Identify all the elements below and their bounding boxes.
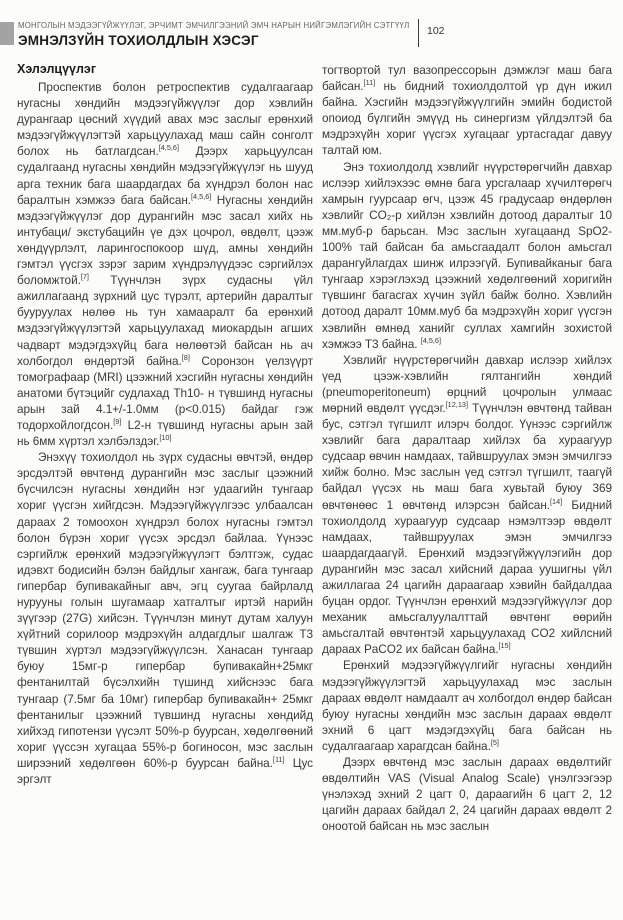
reference-marker: [7] [80,272,89,282]
header-divider [418,19,419,47]
reference-marker: [10] [159,433,172,443]
reference-marker: [4,5,6] [420,335,441,345]
article-body [17,62,612,835]
paragraph: Энэхүү тохиолдол нь зүрх судасны өвчтэй, өндөр эрсдэлтэй өвчтөнд дурангийн мэс заслыг цээжний бүсчилсэн нугасны хөндийн нэг удаагийн тунгаар хориг үүсгэн хийгдсэн. Мэдээгүйжүүлгээс улбаалсан дараах 2 томоохон хүндрэл болох нугасны гэмтэл болон бүрэн хориг үүсэх эрсдэл байлаа. Үүнээс сэргийлж ерөнхий мэдээгүйжүүлэгт бэлтгэж, судас идэвхт бодисийн бэлэн байдлыг хангаж, бага тунгаар гипербар бупивакайныг авч, эгц суугаа байрлалд нурууны голын шугамаар хатгалтыг иртэй нарийн зүүгээр (27G) хийсэн. Түүнчлэн минут дутам халуун хүйтний сорилоор мэдрэхүйн алдагдлыг шалгаж Т3 түвшин хүртэл мэдээгүйжүүлсэн. Ханасан тунгаар буюу 15мг-р гипербар бупивакайн+25мкг фентанилтай бүсэлхийн түшинд хийснээс бага тунгаар (7.5мг ба 10мг) гипербар бупивакайн+ 25мкг фентанилыг цээжний түвшинд нугасны хөндийд хийхэд гипотензи үүсэлт 50%-р буурсан, хөдөлгөөний хориг үүссэн хугацаа 55%-р богиносон, мэс заслын ширээний хөдөлгөөн 60%-р буурсан байна.[11] Цус эргэлт [17,450,314,787]
reference-marker: [15] [498,641,511,651]
reference-marker: [11] [363,78,376,88]
paragraph: тогтвортой тул вазопрессорын дэмжлэг маш бага байсан.[11] нь бидний тохиолдолтой үр дүн ижил байна. Хэсгийн мэдээгүйжүүлгийн эмийн бодистой опоиод бүлгийн эмүүд нь синергизм үйлдэлтэй ба мэдрэхүйн хориг үүсгэх хугацааг уртасгадаг давуу талтай юм. [322,63,612,158]
reference-marker: [8] [181,352,190,362]
paragraph: Энэ тохиолдолд хэвлийг нүүрстөрөгчийн давхар ислээр хийлэхээс өмнө бага урсгалаар хүчилтөрөгч хамрын гуурсаар өгч, цээж 45 градусаар өндөрлөн хэвлийг CO₂-р хийлэн хэвлийн дотоод даралтыг 10 мм.муб-р барьсан. Мэс заслын хугацаанд SpO2-100% тай байсан ба амьсгаадалт болон амьсгал дарангуйлагдах шинж илрээгүй. Бупивайканыг бага тунгаар хэрэглэхэд цээжний хөдөлгөөний хоригийн түвшинг багасгах хүчин зүйл байж болно. Хэвлийн дотоод даралт 10мм.муб ба мэдрэхүйн хориг үүсгэн хэвлийн өмнөд ханийг суллах хамгийн зохистой хэмжээ Т3 байна. [4,5,6] [322,159,612,351]
left-column [17,62,313,835]
paragraph: Ерөнхий мэдээгүйжүүлгийг нугасны хөндийн мэдээгүйжүүлэгтэй харьцуулахад мэс заслын дараах өвдөлт намдаалт ач холбогдол өндөр байсан буюу нугасны хөндийн мэс заслын дараах өвдөлт эхний 6 цагт мэдэгдэхүйц бага байсан нь судалгаагаар харагдсан байна.[5] [322,658,612,753]
reference-marker: [5] [490,738,499,748]
corner-mark-square [0,22,14,45]
reference-marker: [14] [550,496,563,506]
paragraph: Хэвлийг нүүрстөрөгчийн давхар ислээр хийлэх үед цээж-хэвлийн гялтангийн хөндий (pneumoperitoneum) өрцний цочролын улмаас мөрний өвдөлт үүсдэг.[12,13] Түүнчлэн өвчтөнд тайван бус, сэтгэл түгшилт илэрч болдог. Үүнээс сэргийлж хэвлийг бага даралтаар хийлэх ба хураагуур судсаар өвчин намдаах, тайвшруулах эмэн эмчилгээ хийж болно. Мэс заслын үед сэтгэл түгшилт, таагүй байдал үүсэх нь маш бага хувьтай буюу 369 өвчтөнөөс 1 өвчтөнд илэрсэн байсан.[14] Бидний тохиолдолд хураагуур судсаар нэмэлтээр өвдөлт намдаах, тайвшруулах эмэн эмчилгээ шаардагдаагүй. Ерөнхий мэдээгүйжүүлэгийн дор дурангийн мэс засал хийсний дараа уушигны үйл ажиллагаа 24 цагийн дараагаар хэвийн байдалдаа буцан ордог. Түүнчлэн ерөнхий мэдээгүйжүүлэг дор механик амьсгалуулалттай өвчтөнг өөрийн амьсгалтай өвчтөнтэй харьцуулахад CO2 хийлсний дараах PaCO2 их байсан байна.[15] [322,352,613,657]
page-number: 102 [427,25,445,37]
reference-marker: [4,5,6] [158,143,179,153]
paragraph: Дээрх өвчтөнд мэс заслын дараах өвдөлтийг өвдөлтийн VAS (Visual Analog Scale) үнэлгээгээр үнэлэхэд эхний 2 цагт 0, дараагийн 6 цагт 2, 12 цагийн дараах байдал 2, 24 цагийн дараах өвдөлт 2 оноотой байсан нь мэс заслын [322,755,612,834]
discussion-heading: Хэлэлцүүлэг [17,62,97,76]
journal-name: МОНГОЛЫН МЭДЭЭГҮЙЖҮҮЛЭГ, ЭРЧИМТ ЭМЧИЛГЭЭНИЙ ЭМЧ НАРЫН НИЙГЭМЛЭГИЙН СЭТГҮҮЛ [18,21,410,30]
reference-marker: [9] [113,417,122,427]
paragraph: Проспектив болон ретроспектив судалгаагаар нугасны хөндийн мэдээгүйжүүлэг дор хэвлийн дурангаар цөсний хүүдий авах мэс заслыг ерөнхий мэдээгүйжүүлэгтэй харьцуулахад маш сайн сонголт болох нь батлагдсан.[4,5,6] Дээрх харьцуулсан судалгаанд нугасны хөндийн мэдээгүйжүүлэг нь шууд арга техник бага шаардагдах ба хүндрэл болон нас баралтын хэмжээ бага байсан.[4,5,6] Нугасны хөндийн мэдээгүйжүүлэг дор дурангийн мэс засал хийх нь интубаци/ экстубацийн үе дэх цочрол, өвдөлт, цээж хөндүүрлэлт, ларингоспокоор шүд, амны хөндийн гэмтэл үүсгэх зэрэг зарим хүндрэлүүдээс сэргийлэх боломжтой.[7] Түүнчлэн зүрх судасны үйл ажиллагаанд зүрхний цус түрэлт, артерийн даралтыг бууруулах нөлөө нь тун хамааралт ба ерөнхий мэдээгүйжүүлэгтэй харьцуулахад миокардын агших чадварт мэдэгдэхүйц бага нөлөөтэй байсан нь ач холбогдол өндөртэй байна.[8] Соронзон үелзүүрт томографаар (MRI) цээжний хэсгийн нугасны хөндийн анатоми бүтэцийг судлахад Th10- н түвшинд нугасны арын зай 4.1+/-1.0мм (p<0.015) байдаг гэж тодорхойлогдсон.[9] L2-н түвшинд нугасны арын зай нь 6мм хүртэл хэлбэлздэг.[10] [17,80,313,449]
right-column [322,62,612,835]
reference-marker: [11] [272,755,285,765]
section-title: ЭМНЭЛЗҮЙН ТОХИОЛДЛЫН ХЭСЭГ [18,33,259,48]
reference-marker: [12,13] [445,400,468,410]
reference-marker: [4,5,6] [191,191,212,201]
